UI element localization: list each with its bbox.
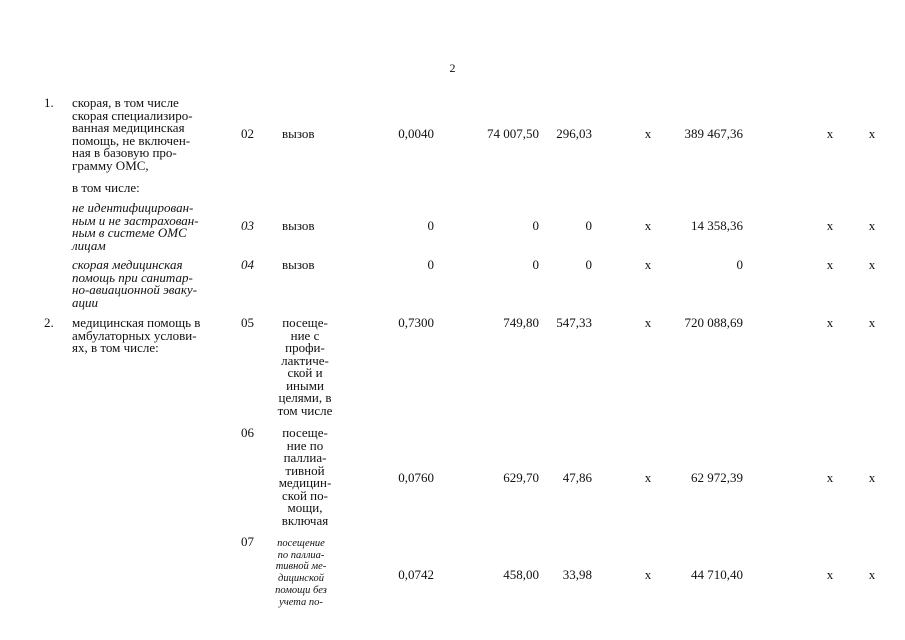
row-norm: 0,7300: [398, 315, 434, 330]
row-unit: посеще- ние с профи- лактиче- ской и иными целями, в том числе: [277, 315, 333, 418]
row-x2: х: [826, 257, 834, 272]
row-cost: 0: [532, 218, 539, 233]
page-number: 2: [449, 61, 456, 75]
row-x3: х: [868, 257, 876, 272]
row-x1: х: [644, 257, 652, 272]
row-unit: посещение по паллиа- тивной ме- дицинской помощи без учета по-: [275, 538, 327, 608]
row-name: не идентифицирован- ным и не застрахован- ным в системе ОМС лицам: [72, 200, 199, 253]
row-x3: х: [868, 567, 876, 582]
row-norm: 0: [427, 218, 434, 233]
row-x2: х: [826, 218, 834, 233]
row-x2: х: [826, 567, 834, 582]
row-unit: вызов: [282, 126, 315, 141]
row-code: 06: [241, 425, 254, 440]
row-per-capita: 0: [585, 257, 592, 272]
including-label: в том числе:: [72, 180, 140, 195]
row-total: 720 088,69: [684, 315, 743, 330]
row-x2: х: [826, 470, 834, 485]
row-total: 389 467,36: [684, 126, 743, 141]
row-x3: х: [868, 470, 876, 485]
row-code: 02: [241, 126, 254, 141]
row-norm: 0,0760: [398, 470, 434, 485]
row-x1: х: [644, 218, 652, 233]
row-unit: вызов: [282, 218, 315, 233]
row-name: скорая медицинская помощь при санитар- но-авиационной эваку- ации: [72, 257, 198, 310]
row-per-capita: 0: [585, 218, 592, 233]
row-x3: х: [868, 218, 876, 233]
row-per-capita: 47,86: [562, 470, 592, 485]
row-unit: посеще- ние по паллиа- тивной медицин- ской по- мощи, включая: [278, 425, 332, 528]
row-x1: х: [644, 126, 652, 141]
row-number: 1.: [44, 95, 54, 110]
row-code: 04: [241, 257, 254, 272]
row-cost: 458,00: [503, 567, 539, 582]
row-per-capita: 547,33: [556, 315, 592, 330]
row-norm: 0,0742: [398, 567, 434, 582]
row-norm: 0,0040: [398, 126, 434, 141]
row-norm: 0: [427, 257, 434, 272]
row-cost: 74 007,50: [487, 126, 539, 141]
row-code: 05: [241, 315, 254, 330]
row-total: 0: [736, 257, 743, 272]
row-total: 14 358,36: [691, 218, 743, 233]
row-x2: х: [826, 126, 834, 141]
row-name: медицинская помощь в амбулаторных услови- ях, в том числе:: [72, 315, 201, 355]
row-x1: х: [644, 567, 652, 582]
row-code: 03: [241, 218, 254, 233]
row-x1: х: [644, 470, 652, 485]
row-cost: 629,70: [503, 470, 539, 485]
row-x3: х: [868, 126, 876, 141]
row-total: 44 710,40: [691, 567, 743, 582]
row-per-capita: 296,03: [556, 126, 592, 141]
row-per-capita: 33,98: [562, 567, 592, 582]
row-unit: вызов: [282, 257, 315, 272]
row-x1: х: [644, 315, 652, 330]
row-cost: 749,80: [503, 315, 539, 330]
row-x3: х: [868, 315, 876, 330]
row-name: скорая, в том числе скорая специализиро- ванная медицинская помощь, не включен- ная в базовую про- грамму ОМС,: [72, 95, 193, 173]
row-total: 62 972,39: [691, 470, 743, 485]
row-number: 2.: [44, 315, 54, 330]
row-code: 07: [241, 534, 254, 549]
row-cost: 0: [532, 257, 539, 272]
row-x2: х: [826, 315, 834, 330]
